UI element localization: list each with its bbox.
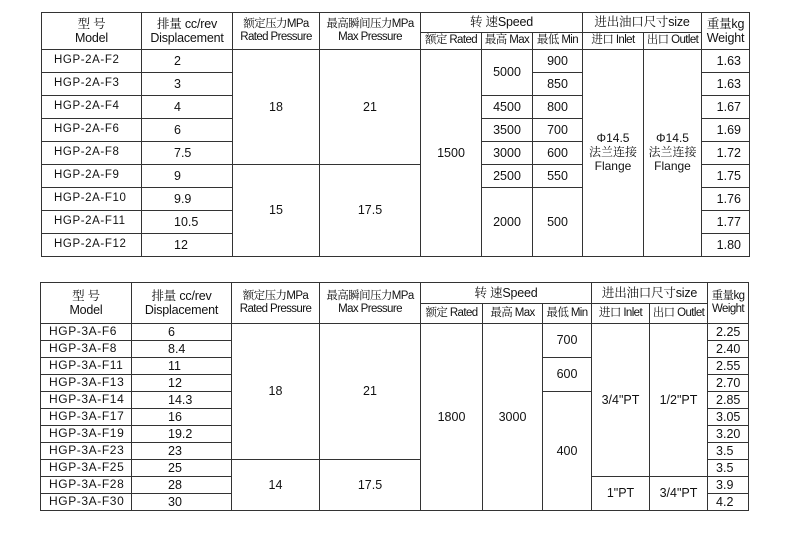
header-max-pressure	[320, 13, 421, 50]
max-speed-cell: 3000	[483, 324, 543, 511]
displacement-cell: 30	[132, 494, 232, 511]
header-disp-cn: 排量 cc/rev	[151, 288, 212, 303]
displacement-cell: 9	[142, 165, 233, 188]
min-speed-cell: 550	[533, 165, 583, 188]
max-speed-cell: 2000	[482, 188, 533, 257]
max-speed-cell: 4500	[482, 96, 533, 119]
outlet-port-cell	[644, 50, 702, 257]
max-speed-cell: 5000	[482, 50, 533, 96]
model-cell: HGP-3A-F13	[41, 375, 132, 392]
inlet-port-cell	[583, 50, 644, 257]
header-weight-en: Weight	[706, 31, 745, 45]
header-port-inlet: 进口 Inlet	[583, 33, 644, 50]
outlet-port-cell: 1/2"PT	[650, 324, 708, 477]
inlet-port-cell: 1"PT	[592, 477, 650, 511]
rated-pressure-cell: 15	[233, 165, 320, 257]
model-cell: HGP-2A-F4	[42, 96, 142, 119]
weight-cell: 1.63	[702, 73, 750, 96]
spec-table-hgp-2a	[41, 12, 750, 257]
model-cell: HGP-2A-F10	[42, 188, 142, 211]
max-pressure-cell: 17.5	[320, 165, 421, 257]
min-speed-cell: 400	[543, 392, 592, 511]
weight-cell: 1.67	[702, 96, 750, 119]
displacement-cell: 16	[132, 409, 232, 426]
weight-cell: 2.55	[708, 358, 749, 375]
displacement-cell: 28	[132, 477, 232, 494]
inlet-port-cell: 3/4"PT	[592, 324, 650, 477]
model-cell: HGP-2A-F2	[42, 50, 142, 73]
model-cell: HGP-2A-F8	[42, 142, 142, 165]
outlet-port-cell: 3/4"PT	[650, 477, 708, 511]
min-speed-cell: 500	[533, 188, 583, 257]
header-weight-cn: 重量kg	[711, 289, 745, 302]
header-speed-min: 最低 Min	[543, 304, 592, 324]
max-speed-cell: 3500	[482, 119, 533, 142]
min-speed-cell: 600	[543, 358, 592, 392]
spec-table-hgp-3a	[40, 282, 749, 511]
model-cell: HGP-3A-F30	[41, 494, 132, 511]
rated-pressure-cell: 18	[233, 50, 320, 165]
header-speed-max: 最高 Max	[482, 33, 533, 50]
header-speed-min: 最低 Min	[533, 33, 583, 50]
weight-cell: 4.2	[708, 494, 749, 511]
displacement-cell: 6	[142, 119, 233, 142]
weight-cell: 1.72	[702, 142, 750, 165]
inlet-connection-cn: 法兰连接	[588, 145, 637, 160]
header-max-en: Max Pressure	[338, 31, 402, 43]
outlet-connection-cn: 法兰连接	[648, 145, 697, 160]
model-cell: HGP-3A-F28	[41, 477, 132, 494]
displacement-cell: 7.5	[142, 142, 233, 165]
weight-cell: 1.69	[702, 119, 750, 142]
header-rated-en: Rated Pressure	[240, 31, 312, 43]
model-cell: HGP-2A-F12	[42, 234, 142, 257]
weight-cell: 2.40	[708, 341, 749, 358]
header-max-cn: 最高瞬间压力MPa	[326, 289, 414, 302]
model-cell: HGP-3A-F8	[41, 341, 132, 358]
model-cell: HGP-3A-F11	[41, 358, 132, 375]
header-model-en: Model	[69, 303, 103, 317]
model-cell: HGP-3A-F19	[41, 426, 132, 443]
model-cell: HGP-2A-F6	[42, 119, 142, 142]
displacement-cell: 23	[132, 443, 232, 460]
header-rated-pressure	[233, 13, 320, 50]
weight-cell: 1.63	[702, 50, 750, 73]
header-port-outlet: 出口 Outlet	[650, 304, 708, 324]
displacement-cell: 3	[142, 73, 233, 96]
displacement-cell: 12	[132, 375, 232, 392]
header-model-cn: 型 号	[77, 16, 106, 31]
outlet-size: Φ14.5	[656, 131, 689, 146]
weight-cell: 1.77	[702, 211, 750, 234]
weight-cell: 3.9	[708, 477, 749, 494]
model-cell: HGP-2A-F3	[42, 73, 142, 96]
displacement-cell: 4	[142, 96, 233, 119]
header-speed: 转 速Speed	[421, 283, 592, 304]
header-model-en: Model	[74, 31, 109, 45]
model-cell: HGP-3A-F14	[41, 392, 132, 409]
displacement-cell: 12	[142, 234, 233, 257]
model-cell: HGP-2A-F11	[42, 211, 142, 234]
header-speed-rated: 额定 Rated	[421, 304, 483, 324]
max-pressure-cell: 21	[320, 324, 421, 460]
weight-cell: 3.20	[708, 426, 749, 443]
rated-pressure-cell: 18	[232, 324, 320, 460]
weight-cell: 2.85	[708, 392, 749, 409]
header-weight-cn: 重量kg	[706, 16, 745, 31]
header-speed-rated: 额定 Rated	[421, 33, 482, 50]
header-max-pressure	[320, 283, 421, 324]
model-cell: HGP-3A-F17	[41, 409, 132, 426]
displacement-cell: 9.9	[142, 188, 233, 211]
displacement-cell: 19.2	[132, 426, 232, 443]
model-cell: HGP-3A-F6	[41, 324, 132, 341]
weight-cell: 2.25	[708, 324, 749, 341]
header-rated-cn: 额定压力MPa	[242, 289, 309, 302]
header-model-cn: 型 号	[72, 288, 100, 303]
displacement-cell: 6	[132, 324, 232, 341]
displacement-cell: 2	[142, 50, 233, 73]
header-model	[42, 13, 142, 50]
header-rated-en: Rated Pressure	[239, 303, 312, 315]
header-speed: 转 速Speed	[421, 13, 583, 33]
header-displacement	[142, 13, 233, 50]
header-disp-en: Displacement	[150, 31, 224, 45]
header-weight	[702, 13, 750, 50]
max-pressure-cell: 21	[320, 50, 421, 165]
max-pressure-cell: 17.5	[320, 460, 421, 511]
weight-cell: 3.5	[708, 443, 749, 460]
rated-pressure-cell: 14	[232, 460, 320, 511]
displacement-cell: 11	[132, 358, 232, 375]
header-rated-pressure	[232, 283, 320, 324]
header-weight-en: Weight	[712, 303, 744, 315]
min-speed-cell: 700	[543, 324, 592, 358]
weight-cell: 3.05	[708, 409, 749, 426]
inlet-connection-en: Flange	[594, 158, 632, 173]
header-port-size: 进出油口尺寸size	[592, 283, 708, 304]
displacement-cell: 8.4	[132, 341, 232, 358]
rated-speed-cell: 1800	[421, 324, 483, 511]
header-disp-cn: 排量 cc/rev	[156, 16, 217, 31]
weight-cell: 1.80	[702, 234, 750, 257]
rated-speed-cell: 1500	[421, 50, 482, 257]
min-speed-cell: 850	[533, 73, 583, 96]
displacement-cell: 14.3	[132, 392, 232, 409]
header-port-inlet: 进口 Inlet	[592, 304, 650, 324]
header-max-cn: 最高瞬间压力MPa	[326, 17, 414, 30]
weight-cell: 3.5	[708, 460, 749, 477]
max-speed-cell: 2500	[482, 165, 533, 188]
header-max-en: Max Pressure	[338, 303, 402, 315]
model-cell: HGP-3A-F25	[41, 460, 132, 477]
displacement-cell: 25	[132, 460, 232, 477]
outlet-connection-en: Flange	[654, 158, 691, 173]
weight-cell: 2.70	[708, 375, 749, 392]
min-speed-cell: 800	[533, 96, 583, 119]
weight-cell: 1.75	[702, 165, 750, 188]
displacement-cell: 10.5	[142, 211, 233, 234]
header-model	[41, 283, 132, 324]
min-speed-cell: 700	[533, 119, 583, 142]
min-speed-cell: 600	[533, 142, 583, 165]
max-speed-cell: 3000	[482, 142, 533, 165]
header-port-outlet: 出口 Outlet	[644, 33, 702, 50]
header-speed-max: 最高 Max	[483, 304, 543, 324]
min-speed-cell: 900	[533, 50, 583, 73]
header-weight	[708, 283, 749, 324]
inlet-size: Φ14.5	[596, 131, 630, 146]
header-port-size: 进出油口尺寸size	[583, 13, 702, 33]
model-cell: HGP-3A-F23	[41, 443, 132, 460]
header-disp-en: Displacement	[144, 303, 219, 317]
model-cell: HGP-2A-F9	[42, 165, 142, 188]
header-displacement	[132, 283, 232, 324]
header-rated-cn: 额定压力MPa	[243, 17, 309, 30]
weight-cell: 1.76	[702, 188, 750, 211]
